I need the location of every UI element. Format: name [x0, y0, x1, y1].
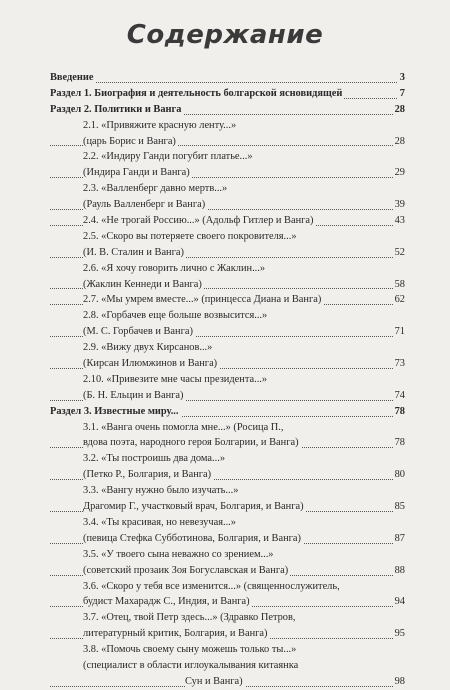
- toc-entry: [50, 149, 405, 165]
- toc-entry: [50, 372, 405, 388]
- toc-entry-title: Раздел 3. Известные миру...: [50, 405, 179, 417]
- toc-entry-title: 2.5. «Скоро вы потеряете своего покровителя...»: [83, 230, 297, 242]
- toc-entry-title: 3.7. «Отец, твой Петр здесь...» (Здравко Петров,: [83, 612, 296, 624]
- page-title: Содержание: [126, 20, 324, 50]
- toc-page-number: 28: [393, 134, 405, 150]
- toc-entry: [50, 404, 405, 420]
- toc-page-number: 88: [393, 563, 405, 579]
- toc-page-number: 73: [393, 356, 405, 372]
- toc-entry: [50, 102, 405, 118]
- toc-entry: [50, 340, 405, 356]
- toc-page-number: 80: [393, 467, 405, 483]
- toc-entry-title: 3.5. «У твоего сына неважно со зрением...»: [83, 548, 274, 560]
- toc-entry-title: 3.2. «Ты построишь два дома...»: [83, 453, 226, 465]
- toc-entry: [50, 213, 405, 229]
- toc-entry: [50, 563, 405, 579]
- toc-entry: [50, 499, 405, 515]
- toc-entry-title: 2.10. «Привезите мне часы президента...»: [83, 373, 268, 385]
- toc-entry: [50, 134, 405, 150]
- toc-entry-title: (специалист в области иглоукалывания китаянка: [83, 659, 299, 671]
- toc-page-number: 43: [393, 213, 405, 229]
- toc-entry: [50, 165, 405, 181]
- toc-entry-title: (Б. Н. Ельцин и Ванга): [83, 389, 184, 401]
- toc-entry-title: (царь Борис и Ванга): [83, 135, 176, 147]
- toc-entry: [50, 451, 405, 467]
- toc-entry: [50, 261, 405, 277]
- toc-page-number: 94: [393, 594, 405, 610]
- toc-page-number: 85: [393, 499, 405, 515]
- toc-entry: [50, 277, 405, 293]
- toc-entry-title: (Жаклин Кеннеди и Ванга): [83, 278, 202, 290]
- toc-entry-title: литературный критик, Болгария, и Ванга): [83, 628, 268, 640]
- toc-page-number: 62: [393, 292, 405, 308]
- toc-page-number: 39: [393, 197, 405, 213]
- toc-entry-title: 3.3. «Вангу нужно было изучать...»: [83, 485, 239, 497]
- toc-entry-title: (Индира Ганди и Ванга): [83, 167, 190, 179]
- toc-entry: [50, 531, 405, 547]
- toc-entry-title: (М. С. Горбачев и Ванга): [83, 326, 193, 338]
- toc-entry-title: 3.6. «Скоро у тебя все изменится...» (священнослужитель,: [83, 580, 340, 592]
- toc-entry: [50, 594, 405, 610]
- toc-entry: [50, 420, 405, 436]
- toc-entry: [50, 642, 405, 658]
- toc-page-number: 74: [393, 388, 405, 404]
- dot-leader: [50, 82, 405, 83]
- toc-entry: [50, 118, 405, 134]
- toc-page-number: 58: [393, 277, 405, 293]
- toc-entry-title: (Кирсан Илюмжинов и Ванга): [83, 358, 218, 370]
- toc-entry: [50, 388, 405, 404]
- toc-entry-title: (Петко Р., Болгария, и Ванга): [83, 469, 212, 481]
- toc-page-number: 29: [393, 165, 405, 181]
- toc-entry: [50, 86, 405, 102]
- toc-entry-title: 3.8. «Помочь своему сыну можешь только ты...»: [83, 644, 297, 656]
- toc-entry: [50, 197, 405, 213]
- toc-entry: [50, 483, 405, 499]
- toc-entry: [50, 308, 405, 324]
- toc-entry: [50, 515, 405, 531]
- toc-entry-title: 2.1. «Привяжите красную ленту...»: [83, 119, 237, 131]
- toc-entry-title: 3.1. «Ванга очень помогла мне...» (Росица П.,: [83, 421, 284, 433]
- toc-entry: [50, 579, 405, 595]
- toc-entry: [50, 658, 405, 674]
- toc-entry: [50, 547, 405, 563]
- toc-page-number: 7: [398, 86, 405, 102]
- toc-entry-title: Драгомир Г., участковый врач, Болгария, и Ванга): [83, 501, 304, 513]
- toc-entry: [50, 610, 405, 626]
- toc-entry: [50, 435, 405, 451]
- toc-page-number: 98: [393, 674, 405, 690]
- toc-entry-title: Раздел 2. Политики и Ванга: [50, 103, 182, 115]
- toc-entry-title: Введение: [50, 72, 94, 83]
- toc-entry: [50, 674, 405, 690]
- toc-entry-title: будист Махарадж С., Индия, и Ванга): [83, 596, 250, 608]
- toc-page-number: 28: [393, 102, 405, 118]
- toc-page-number: 52: [393, 245, 405, 261]
- toc-entry-title: 2.3. «Валленберг давно мертв...»: [83, 183, 228, 195]
- toc-entry: [50, 467, 405, 483]
- toc-entry: [50, 181, 405, 197]
- toc-entry-title: 2.2. «Индиру Ганди погубит платье...»: [83, 151, 253, 163]
- toc-entry: [50, 626, 405, 642]
- toc-entry-title: 3.4. «Ты красивая, но невезучая...»: [83, 516, 236, 528]
- toc-page-number: 87: [393, 531, 405, 547]
- toc-entry-title: 2.6. «Я хочу говорить лично с Жаклин...»: [83, 262, 266, 274]
- toc-entry: [50, 292, 405, 308]
- toc-page-number: 95: [393, 626, 405, 642]
- toc-entry-title: 2.9. «Вижу двух Кирсанов...»: [83, 342, 213, 354]
- toc-entry-title: Раздел 1. Биография и деятельность болгарской ясновидящей: [50, 87, 343, 99]
- table-of-contents: [50, 70, 405, 690]
- toc-entry-title: вдова поэта, народного героя Болгарии, и Ванга): [83, 437, 299, 449]
- toc-entry: [50, 70, 405, 86]
- toc-page-number: 3: [398, 70, 405, 86]
- toc-entry: [50, 245, 405, 261]
- toc-entry-title: (певица Стефка Субботинова, Болгария, и Ванга): [83, 532, 301, 544]
- toc-entry: [50, 356, 405, 372]
- toc-page-number: 71: [393, 324, 405, 340]
- toc-entry-title: (Рауль Валленберг и Ванга): [83, 199, 206, 211]
- toc-entry-title: (советский прозаик Зоя Богуславская и Ванга): [83, 564, 289, 576]
- toc-entry-title: 2.8. «Горбачев еще больше возвысится...»: [83, 310, 268, 322]
- toc-entry-title: (И. В. Сталин и Ванга): [83, 246, 184, 258]
- toc-entry-title: Сун и Ванга): [185, 675, 243, 687]
- toc-page-number: 78: [393, 435, 405, 451]
- toc-entry-title: 2.4. «Не трогай Россию...» (Адольф Гитлер и Ванга): [83, 215, 314, 227]
- toc-entry: [50, 324, 405, 340]
- toc-page-number: 78: [393, 404, 405, 420]
- toc-entry-title: 2.7. «Мы умрем вместе...» (принцесса Диана и Ванга): [83, 294, 322, 306]
- toc-entry: [50, 229, 405, 245]
